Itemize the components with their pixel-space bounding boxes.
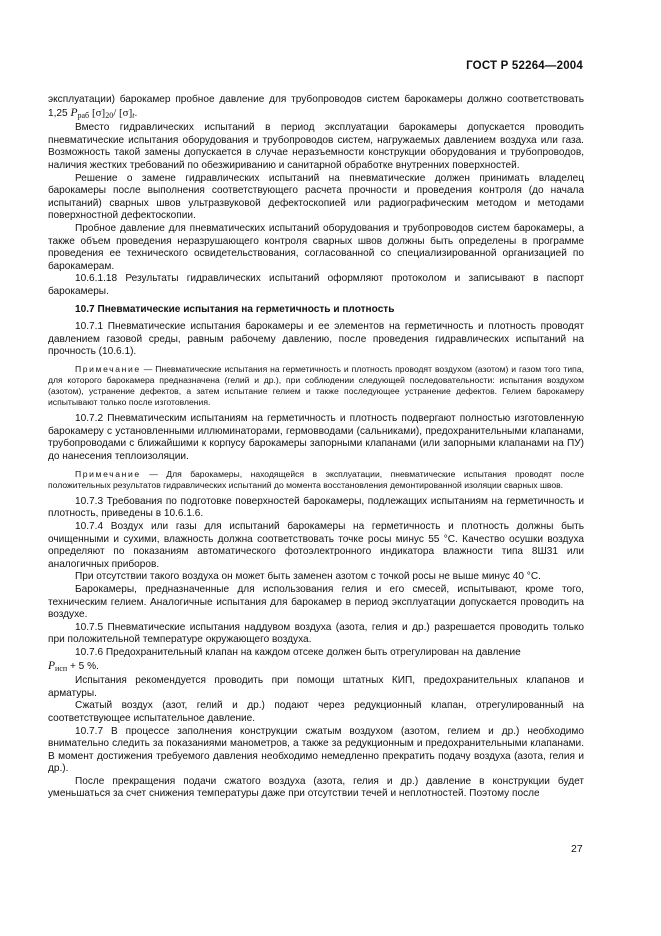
stress-ratio-t-subscript: t bbox=[132, 110, 135, 120]
note-label: Примечание bbox=[75, 468, 141, 479]
standard-header: ГОСТ Р 52264—2004 bbox=[466, 60, 583, 72]
paragraph-10-6-1-18: 10.6.1.18 Результаты гидравлических испытаний оформляют протоколом и записывают в паспорт барокамеры. bbox=[48, 273, 584, 297]
paragraph-10-7-2: 10.7.2 Пневматическим испытаниям на герметичность и плотность подвергают полностью изготовленную барокамеру с установленными иллюминаторами, гермовводами (сальниками), предохранительными клапанами, трубопроводами с ближайшими к корпусу барокамеры запорными клапанами (или запорными клапанами на ПУ) до нанесения теплоизоляции. bbox=[48, 413, 584, 463]
pressure-symbol: P bbox=[70, 106, 78, 119]
paragraph-10-7-1: 10.7.1 Пневматические испытания барокамеры и ее элементов на герметичность и плотность проводят давлением газовой среды, равным рабочему давлению, после проведения гидравлических испытаний на прочность (10.6.1). bbox=[48, 321, 584, 358]
stress-ratio-denominator: / [σ] bbox=[113, 106, 133, 119]
paragraph-pneumatic-replacement: Вместо гидравлических испытаний в период эксплуатации барокамеры допускается проводить пневматические испытания оборудования и трубопроводов систем, нагружаемых давлением воздуха или газа. Возможность такой замены допускается в случае неразъемности конструкции оборудования и трубопроводов, наличия жестких требований по обезжириванию и санитарной обработке внутренних поверхностей. bbox=[48, 122, 584, 171]
paragraph-10-7-5: 10.7.5 Пневматические испытания наддувом воздуха (азота, гелия и др.) разрешается проводить только при положительной температуре окружающего воздуха. bbox=[48, 621, 584, 646]
paragraph-instruments: Испытания рекомендуется проводить при помощи штатных КИП, предохранительных клапанов и арматуры. bbox=[48, 675, 584, 699]
paragraph-compressed-air-supply: Сжатый воздух (азот, гелий и др.) подают через редукционный клапан, отрегулированный на соответствующее испытательное давление. bbox=[48, 700, 584, 724]
paragraph-pressure-requirement: эксплуатации) барокамер пробное давление для трубопроводов систем барокамеры должно соответствовать 1,25 $P_{раб}$ $[\sigma]_{20}/$ $[\sigma]_t$. bbox=[48, 94, 584, 120]
paragraph-replacement-decision: Решение о замене гидравлических испытаний на пневматические должен принимать владелец барокамеры после выполнения соответствующего расчета прочности и проведения контроля (до начала испытаний) сварных швов ультразвуковой дефектоскопией или радиографическим методом и методами поверхностной дефектоскопии. bbox=[48, 172, 584, 222]
test-pressure-symbol: P bbox=[48, 659, 56, 672]
paragraph-10-7-4: 10.7.4 Воздух или газы для испытаний барокамеры на герметичность и плотность должны быть очищенными и сухими, влажность должна соответствовать точке росы минус 55 °С. Качество осушки воздуха определяют по показаниям автоматического фотоэлектронного индикатора влажности типа 8Ш31 или аналогичных приборов. bbox=[48, 521, 584, 570]
stress-ratio-subscript: 20 bbox=[105, 110, 114, 120]
note-label: Примечание bbox=[75, 363, 141, 374]
paragraph-nitrogen-replacement: При отсутствии такого воздуха он может быть заменен азотом с точкой росы не выше минус 40 °С. bbox=[75, 571, 541, 583]
note-1: Примечание — Пневматические испытания на герметичность и плотность проводят воздухом (азотом) и газом того типа, для которого барокамера предназначена (гелий и др.), при соблюдении следующей последовательности: испытания воздухом (азотом), устранение дефектов, а затем испытание гелием и также последующее устранение дефектов. Гелием барокамеру испытывают только после изготовления. bbox=[48, 363, 584, 408]
paragraph-helium-testing: Барокамеры, предназначенные для использования гелия и его смесей, испытывают, кроме того, техническим гелием. Аналогичные испытания для барокамер в период эксплуатации допускается проводить на воздухе. bbox=[48, 583, 584, 621]
paragraph-pressure-drop: После прекращения подачи сжатого воздуха (азота, гелия и др.) давление в конструкции будет уменьшаться за счет снижения температуры даже при отсутствии течей и неплотностей. Поэтому после bbox=[48, 775, 584, 800]
paragraph-test-pressure-program: Пробное давление для пневматических испытаний оборудования и трубопроводов систем барокамеры, а также объем проведения неразрушающего контроля сварных швов должны быть определены в программе проведения ее технического освидетельствования, согласованной со специализированной организацией по барокамерам. bbox=[48, 222, 584, 272]
paragraph-10-7-3: 10.7.3 Требования по подготовке поверхностей барокамеры, подлежащих испытаниям на герметичность и плотность, приведены в 10.6.1.6. bbox=[48, 495, 584, 520]
test-pressure-subscript: исп bbox=[55, 663, 68, 673]
section-heading-10-7: 10.7 Пневматические испытания на герметичность и плотность bbox=[75, 303, 395, 315]
document-body bbox=[48, 94, 584, 801]
paragraph-10-7-6: 10.7.6 Предохранительный клапан на каждом отсеке должен быть отрегулирован на давление $P_{исп} + 5$ %. bbox=[48, 646, 521, 673]
pressure-subscript: раб bbox=[77, 110, 90, 120]
stress-ratio-numerator: [σ] bbox=[91, 106, 106, 119]
paragraph-10-7-7: 10.7.7 В процессе заполнения конструкции сжатым воздухом (азотом, гелием и др.) необходимо внимательно следить за показаниями манометров, а также за редукционным и предохранительными клапанами. В момент достижения требуемого давления необходимо немедленно прекратить подачу воздуха (азота, гелия и др.). bbox=[48, 725, 584, 775]
note-2: Примечание — Для барокамеры, находящейся в эксплуатации, пневматические испытания проводят после положительных результатов гидравлических испытаний до момента восстановления демонтированной изоляции сварных швов. bbox=[48, 468, 584, 490]
page-number: 27 bbox=[571, 843, 583, 855]
